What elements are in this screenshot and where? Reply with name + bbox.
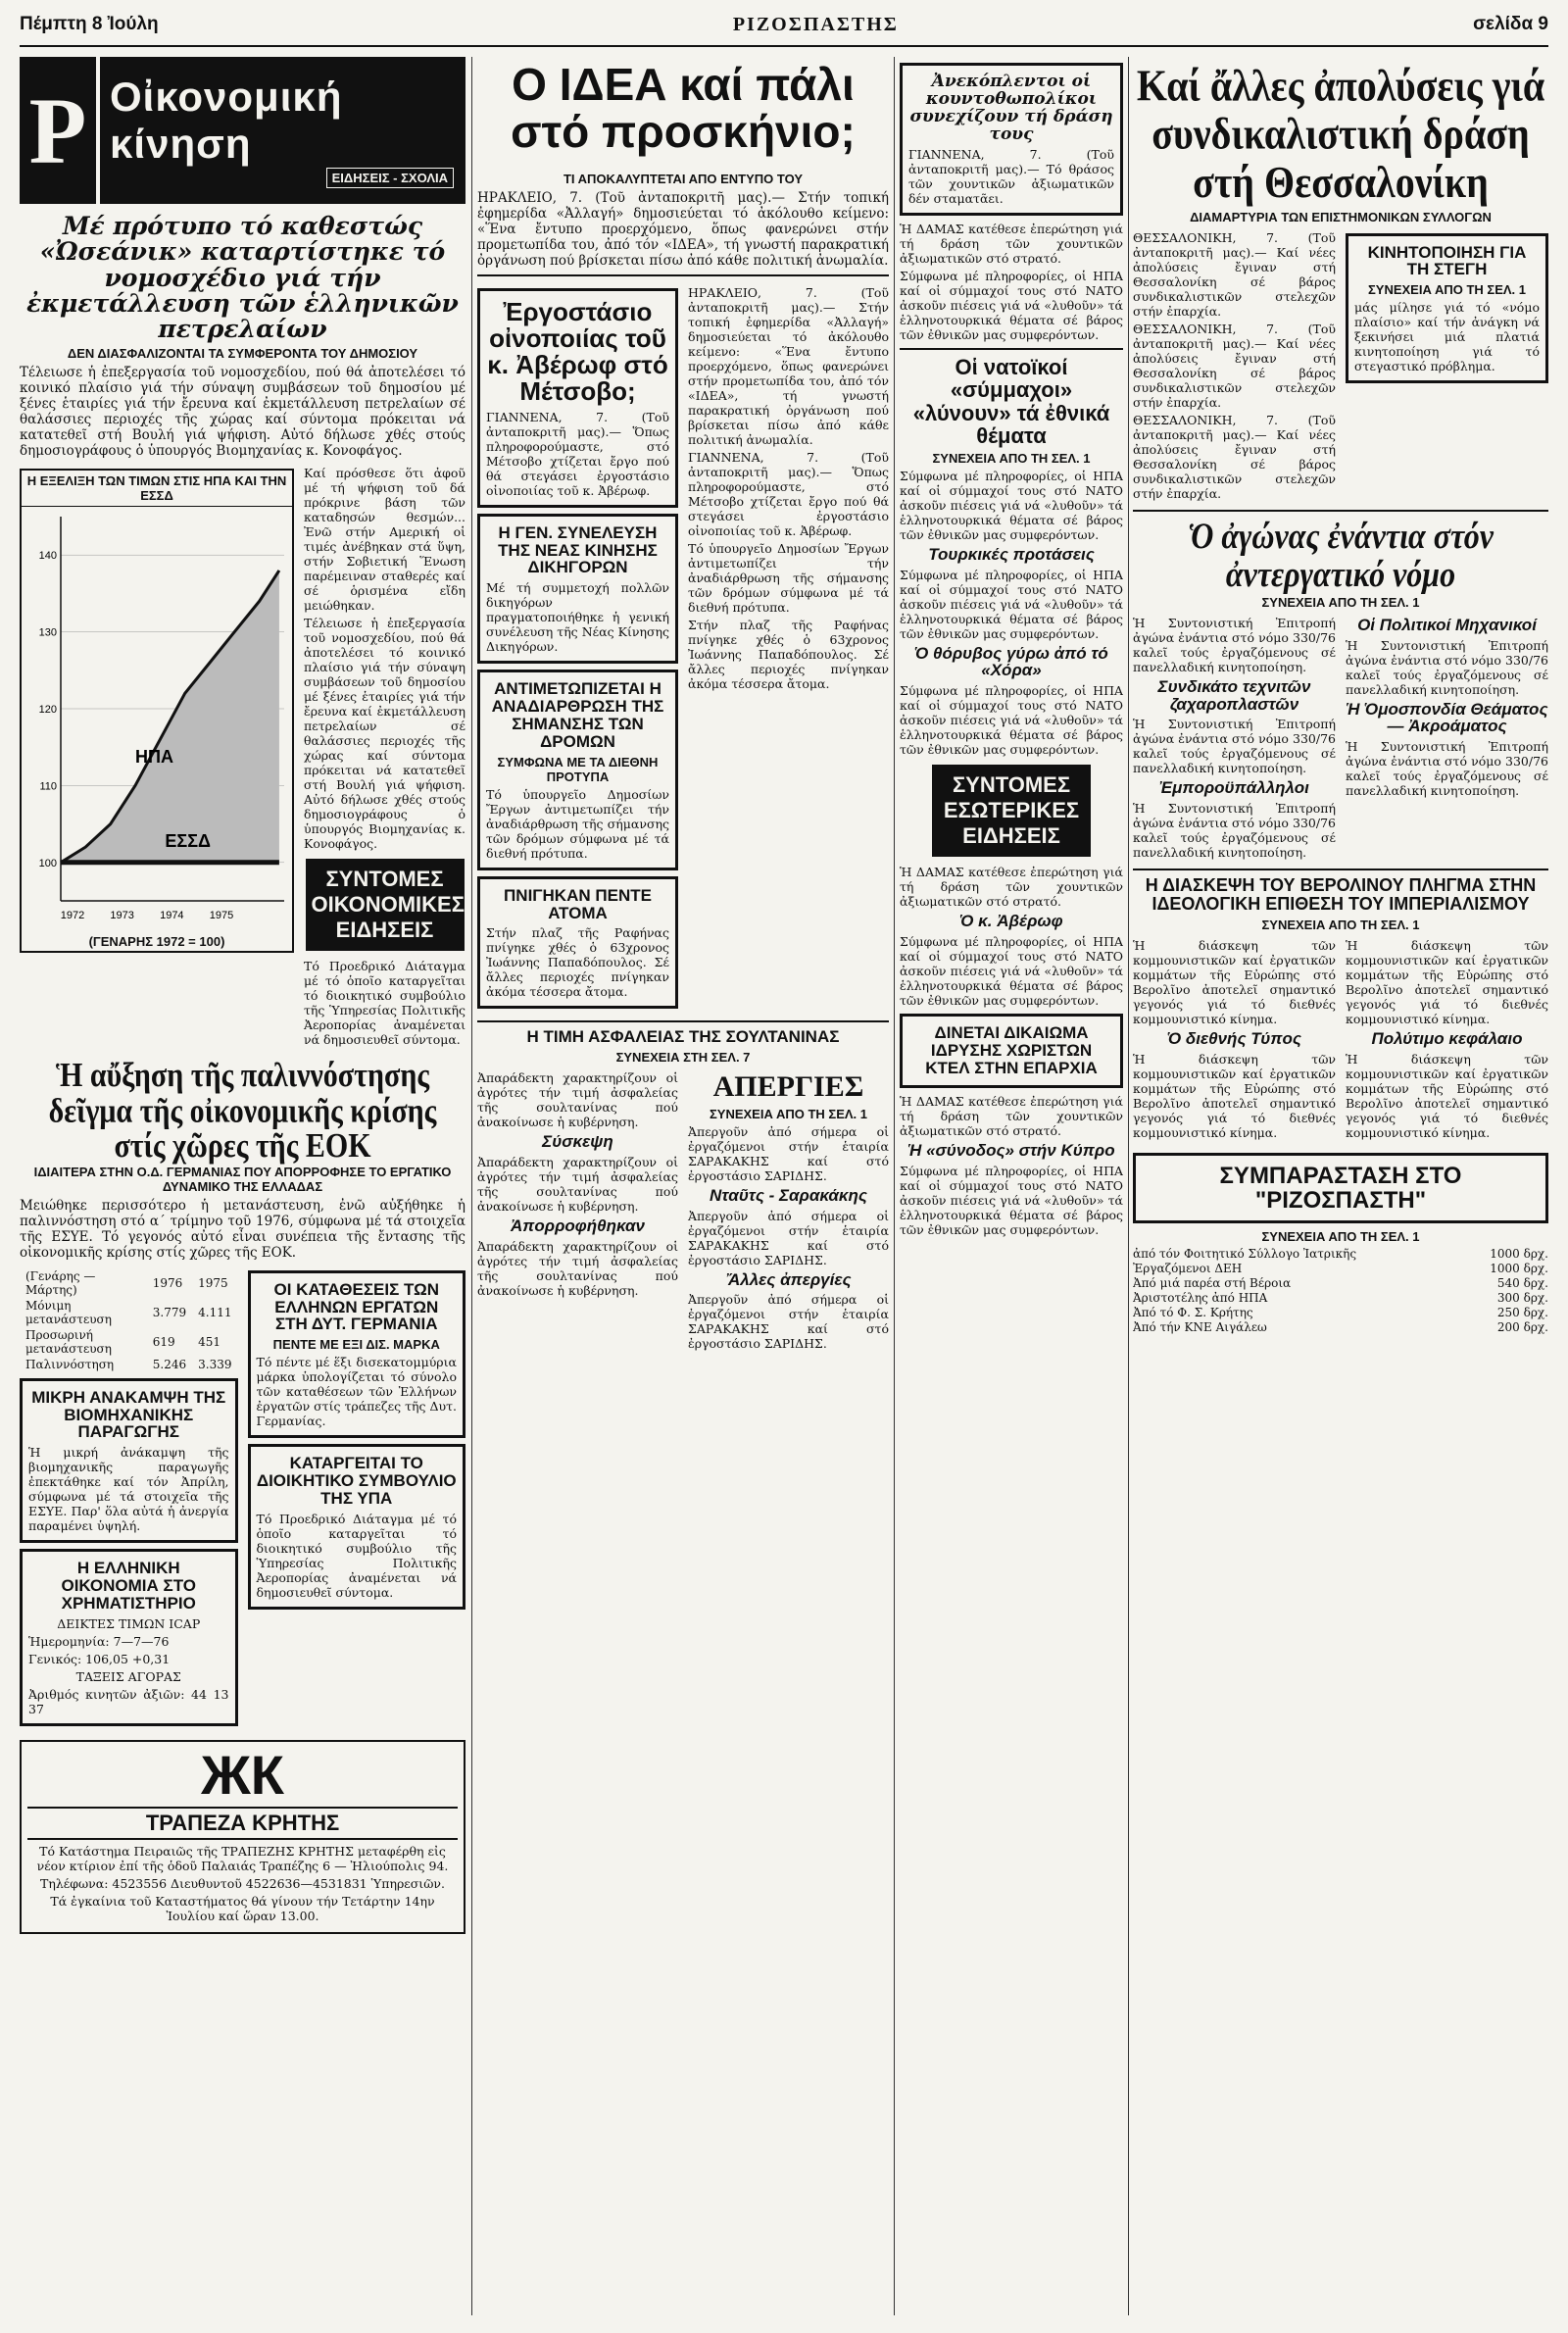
column-2	[477, 57, 889, 2315]
article-text: Στήν πλαζ τῆς Ραφήνας πνίγηκε χθές ὁ 63χρονος Ἰωάννης Παπαδόπουλος. Σέ ἄλλες περιοχές πνίγηκαν ἀκόμα τέσσερα ἄτομα.	[688, 617, 889, 691]
brief-econ-title: ΣΥΝΤΟΜΕΣ ΟΙΚΟΝΟΜΙΚΕΣ ΕΙΔΗΣΕΙΣ	[306, 859, 465, 951]
subhead-allies: ΣΥΝΕΧΕΙΑ ΑΠΟ ΤΗ ΣΕΛ. 1	[932, 450, 1091, 466]
headline-dismissals: Καί ἄλλες ἀπολύσεις γιά συνδικαλιστική δράση στή Θεσσαλονίκη	[1136, 59, 1545, 208]
winery-title: Ἐργοστάσιο οἰνοποιίας τοῦ κ. Ἀβέρωφ στό Μέτσοβο;	[487, 296, 668, 407]
lawyers-title: Η ΓΕΝ. ΣΥΝΕΛΕΥΣΗ ΤΗΣ ΝΕΑΣ ΚΙΝΗΣΗΣ ΔΙΚΗΓΟΡΩΝ	[498, 522, 658, 577]
support-donor: Ἀριστοτέλης ἀπό ΗΠΑ	[1133, 1291, 1268, 1306]
column-divider	[894, 57, 895, 2315]
table-head-1976: 1976	[152, 1275, 183, 1290]
table-cell: 3.779	[152, 1305, 187, 1319]
housing-sub: ΣΥΝΕΧΕΙΑ ΑΠΟ ΤΗ ΣΕΛ. 1	[1367, 282, 1527, 298]
headline-berlin: Η ΔΙΑΣΚΕΨΗ ΤΟΥ ΒΕΡΟΛΙΝΟΥ ΠΛΗΓΜΑ ΣΤΗΝ ΙΔΕΟΛΟΓΙΚΗ ΕΠΙΘΕΣΗ ΤΟΥ ΙΜΠΕΡΙΑΛΙΣΜΟΥ	[1145, 875, 1537, 915]
junta-box	[900, 63, 1123, 216]
sultanina-head: Η ΤΙΜΗ ΑΣΦΑΛΕΙΑΣ ΤΗΣ ΣΟΥΛΤΑΝΙΝΑΣ	[526, 1027, 840, 1047]
masthead-date: Πέμπτη 8 Ἰούλη	[20, 14, 159, 34]
article-text: Ἡ ΔΑΜΑΣ κατέθεσε ἐπερώτηση γιά τή δράση τῶν χουντικῶν ἀξιωματικῶν στό στρατό.	[900, 1093, 1123, 1138]
support-row	[1133, 1276, 1548, 1291]
chart-footnote: (ΓΕΝΑΡΗΣ 1972 = 100)	[88, 934, 225, 950]
sultanina-subhead: Ἀπορροφήθηκαν	[511, 1216, 645, 1236]
subhead-berlin: ΣΥΝΕΧΕΙΑ ΑΠΟ ΤΗ ΣΕΛ. 1	[1261, 918, 1420, 933]
table-cell: Μόνιμη μετανάστευση	[25, 1298, 112, 1326]
subhead-idea: ΤΙ ΑΠΟΚΑΛΥΠΤΕΤΑΙ ΑΠΟ ΕΝΤΥΠΟ ΤΟΥ	[563, 171, 804, 186]
article-text: Τό ὑπουργεῖο Δημοσίων Ἔργων ἀντιμετωπίζει τήν ἀναδιάρθρωση τῆς σήμανσης τῶν δρόμων σύμφωνα μέ τά διεθνή πρότυπα.	[688, 540, 889, 615]
article-text: ΓΙΑΝΝΕΝΑ, 7. (Τοῦ ἀνταποκριτῆ μας).— Ὅπως πληροφορούμαστε, στό Μέτσοβο χτίζεται ἔργο πού θά στεγάσει ἐργοστάσιο οἰνοποιίας τοῦ κ. Ἀβέρωφ.	[688, 449, 889, 538]
roads-text: Τό ὑπουργεῖο Δημοσίων Ἔργων ἀντιμετωπίζει τήν ἀναδιάρθρωση τῆς σήμανσης τῶν δρόμων σύμφωνα μέ τά διεθνή πρότυπα.	[486, 786, 669, 861]
strikes-title: ΑΠΕΡΓΙΕΣ	[712, 1070, 864, 1104]
table-head-label: (Γενάρης — Μάρτης)	[25, 1268, 96, 1297]
table-row	[20, 1357, 238, 1372]
article-text: Ἡ Συντονιστική Ἐπιτροπή ἀγώνα ἐνάντια στό νόμο 330/76 καλεῖ τούς ἐργαζόμενους σέ πανελλαδική κινητοποίηση.	[1346, 637, 1548, 697]
drowned-title: ΠΝΙΓΗΚΑΝ ΠΕΝΤΕ ΑΤΟΜΑ	[504, 885, 652, 922]
table-row	[20, 1298, 238, 1327]
chart-title: Η ΕΞΕΛΙΞΗ ΤΩΝ ΤΙΜΩΝ ΣΤΙΣ ΗΠΑ ΚΑΙ ΤΗΝ ΕΣΣΔ	[22, 471, 292, 507]
subhead-oil: ΔΕΝ ΔΙΑΣΦΑΛΙΖΟΝΤΑΙ ΤΑ ΣΥΜΦΕΡΟΝΤΑ ΤΟΥ ΔΗΜΟΣΙΟΥ	[67, 346, 418, 362]
law-subhead: Ἐμποροϋπάλληλοι	[1159, 778, 1309, 798]
brief-econ-text: Τό Προεδρικό Διάταγμα μέ τό ὁποῖο καταργεῖται τό διοικητικό συμβούλιο τῆς Ὑπηρεσίας Πολιτικῆς Ἀεροπορίας ἀναμένεται νά δημοσιευθεῖ σύντομα.	[304, 959, 466, 1048]
table-row	[20, 1327, 238, 1357]
x-tick-label: 1974	[160, 910, 184, 922]
berlin-subhead: Ὁ διεθνής Τύπος	[1167, 1029, 1301, 1049]
table-cell: Προσωρινή μετανάστευση	[25, 1327, 112, 1356]
support-amount: 1000 δρχ.	[1490, 1247, 1548, 1262]
article-text: Σύμφωνα μέ πληροφορίες, οἱ ΗΠΑ καί οἱ σύμμαχοί τους στό ΝΑΤΟ ἀσκοῦν πιέσεις γιά νά «λυθοῦν» τά ἑλληνοτουρκικά θέματα σέ βάρος τῶν ἐθνικῶν μας συμφερόντων.	[900, 1163, 1123, 1237]
table-cell: 619	[152, 1334, 175, 1349]
article-text: Ἡ διάσκεψη τῶν κομμουνιστικῶν καί ἐργατικῶν κομμάτων τῆς Εὐρώπης στό Βερολῖνο ἀποτελεῖ σημαντικό γεγονός γιά τό διεθνές κομμουνιστικό κίνημα.	[1133, 1051, 1336, 1140]
industry-text: Ἡ μικρή ἀνάκαμψη τῆς βιομηχανικῆς παραγωγῆς ἐπεκτάθηκε καί τόν Ἀπρίλη, σύμφωνα μέ τά στοιχεῖα τῆς ΕΣΥΕ. Παρ' ὅλα αὐτά ἡ ἀνεργία παραμένει ὑψηλή.	[28, 1445, 229, 1534]
bourse-line: ΤΑΞΕΙΣ ΑΓΟΡΑΣ	[75, 1668, 181, 1684]
masthead-page: σελίδα 9	[1473, 14, 1548, 34]
logo-line-1: Οἰκονομική	[110, 73, 343, 120]
support-donor: Ἀπό μιά παρέα στή Βέροια	[1133, 1276, 1292, 1291]
lawyers-box	[477, 514, 678, 665]
article-side: Καί πρόσθεσε ὅτι ἀφοῦ μέ τή ψήφιση τοῦ δά πρόκρινε βάση τῶν καταδησών θεσμών... Ἐνῶ στήν Αμερική οἱ τιμές ἀνέβηκαν στά ὕψη, στήν Σοβιετική Ἕνωση παρέμειναν σταθερές καί σέ ὁρισμένα εἴδη μειώθηκαν.	[304, 466, 466, 614]
headline-repatriation: Ἡ αὔξηση τῆς παλιννόστησης δεῖγμα τῆς οἰκονομικῆς κρίσης στίς χῶρες τῆς ΕΟΚ	[48, 1057, 437, 1166]
x-tick-label: 1972	[60, 910, 85, 922]
subhead-repatriation: ΙΔΙΑΙΤΕΡΑ ΣΤΗΝ Ο.Δ. ΓΕΡΜΑΝΙΑΣ ΠΟΥ ΑΠΟΡΡΟΦΗΣΕ ΤΟ ΕΡΓΑΤΙΚΟ ΔΥΝΑΜΙΚΟ ΤΗΣ ΕΛΛΑΔΑΣ	[33, 1164, 452, 1194]
bank-opening: Τά ἐγκαίνια τοῦ Καταστήματος θά γίνουν τήν Τετάρτην 14ην Ἰουλίου καί ὥραν 13.00.	[50, 1893, 435, 1923]
bank-ad	[20, 1740, 466, 1934]
article-text: Ἡ Συντονιστική Ἐπιτροπή ἀγώνα ἐνάντια στό νόμο 330/76 καλεῖ τούς ἐργαζόμενους σέ πανελλαδική κινητοποίηση.	[1133, 717, 1336, 776]
x-tick-label: 1975	[209, 910, 234, 922]
article-text: Ἡ Συντονιστική Ἐπιτροπή ἀγώνα ἐνάντια στό νόμο 330/76 καλεῖ τούς ἐργαζόμενους σέ πανελλαδική κινητοποίηση.	[1133, 801, 1336, 861]
article-text: ΗΡΑΚΛΕΙΟ, 7. (Τοῦ ἀνταποκριτῆ μας).— Στήν τοπική ἐφημερίδα «Ἀλλαγή» δημοσιεύεται τό ἀκόλουθο κείμενο: «Ἕνα ἔντυπο προερχόμενο, ὅπως φανερώνει στήν προμετωπίδα του, ἀπό τόν «ΙΔΕΑ», τή γνωστή παρακρατική ὀργάνωση πού βρίσκεται πίσω ἀπό κάθε πολιτική ἀνωμαλία.	[688, 284, 889, 447]
bank-name: ΤΡΑΠΕΖΑ ΚΡΗΤΗΣ	[27, 1807, 458, 1840]
bank-text: Τό Κατάστημα Πειραιῶς τῆς ΤΡΑΠΕΖΗΣ ΚΡΗΤΗΣ μεταφέρθη εἰς νέον κτίριον ἐπί τῆς ὁδοῦ Παλαιάς Τραπέζης 6 — Ἠλιούπολις 94.	[36, 1843, 449, 1873]
strikes-sub: ΣΥΝΕΧΕΙΑ ΑΠΟ ΤΗ ΣΕΛ. 1	[709, 1106, 868, 1121]
article-text: ΘΕΣΣΑΛΟΝΙΚΗ, 7. (Τοῦ ἀνταποκριτῆ μας).— Καί νέες ἀπολύσεις ἔγιναν στή Θεσσαλονίκη σέ βάρος συνδικαλιστικῶν στελεχῶν στήν ἐπαρχία.	[1133, 229, 1336, 319]
article-text: Σύμφωνα μέ πληροφορίες, οἱ ΗΠΑ καί οἱ σύμμαχοί τους στό ΝΑΤΟ ἀσκοῦν πιέσεις γιά νά «λυθοῦν» τά ἑλληνοτουρκικά θέματα σέ βάρος τῶν ἐθνικῶν μας συμφερόντων.	[900, 468, 1123, 542]
subhead-dismissals: ΔΙΑΜΑΡΤΥΡΙΑ ΤΩΝ ΕΠΙΣΤΗΜΟΝΙΚΩΝ ΣΥΛΛΟΓΩΝ	[1190, 209, 1492, 224]
housing-box	[1346, 233, 1548, 384]
y-tick-label: 110	[39, 780, 57, 793]
lead-repatriation: Μειώθηκε περισσότερο ἡ μετανάστευση, ἐνῶ αὐξήθηκε ἡ παλιννόστηση στό α΄ τρίμηνο τοῦ 1976, σύμφωνα μέ τά στοιχεῖα τῆς ΕΣΥΕ. Τό γεγονός αὐτό εἶναι συνέπεια τῆς ἔντασης τῆς οἰκονομικῆς κρίσης στίς χῶρες τῆς ΕΟΚ.	[20, 1197, 466, 1261]
averof-title: Ὁ κ. Ἀβέρωφ	[959, 912, 1063, 931]
bourse-line: ΔΕΙΚΤΕΣ ΤΙΜΩΝ ICAP	[57, 1615, 201, 1631]
support-title: ΣΥΜΠΑΡΑΣΤΑΣΗ ΣΤΟ "ΡΙΖΟΣΠΑΣΤΗ"	[1219, 1162, 1462, 1215]
logo-text	[100, 57, 466, 204]
article-text: Ἡ Συντονιστική Ἐπιτροπή ἀγώνα ἐνάντια στό νόμο 330/76 καλεῖ τούς ἐργαζόμενους σέ πανελλαδική κινητοποίηση.	[1133, 615, 1336, 674]
berlin-subhead: Πολύτιμο κεφάλαιο	[1371, 1029, 1523, 1049]
support-donor: Ἀπό τήν ΚΝΕ Αιγάλεω	[1133, 1320, 1267, 1335]
logo-letter: Ρ	[20, 57, 96, 204]
y-tick-label: 100	[38, 858, 57, 870]
article-text: Σύμφωνα μέ πληροφορίες, οἱ ΗΠΑ καί οἱ σύμμαχοί τους στό ΝΑΤΟ ἀσκοῦν πιέσεις γιά νά «λυθοῦν» τά ἑλληνοτουρκικά θέματα σέ βάρος τῶν ἐθνικῶν μας συμφερόντων.	[900, 567, 1123, 641]
masthead	[20, 4, 1548, 47]
y-tick-label: 120	[38, 704, 57, 717]
support-amount: 250 δρχ.	[1496, 1306, 1548, 1320]
series-label-ussr: ΕΣΣΔ	[165, 831, 211, 852]
usa-area	[61, 571, 279, 863]
strikes-subhead: Νταῦτς - Σαρακάκης	[710, 1185, 867, 1205]
article-text: Ἡ διάσκεψη τῶν κομμουνιστικῶν καί ἐργατικῶν κομμάτων τῆς Εὐρώπης στό Βερολῖνο ἀποτελεῖ σημαντικό γεγονός γιά τό διεθνές κομμουνιστικό κίνημα.	[1346, 1051, 1548, 1140]
migration-table	[20, 1268, 238, 1372]
deposits-text: Τό πέντε μέ ἕξι δισεκατομμύρια μάρκα ὑπολογίζεται τό σύνολο τῶν καταθέσεων τῶν Ἑλλήνων ἐργατῶν στίς τράπεζες τῆς Δυτ. Γερμανίας.	[256, 1355, 457, 1429]
junta-title: Ἀνεκόπλεντοι οἱ κουντοθωπολίκοι συνεχίζουν τή δράση τους	[909, 72, 1113, 144]
column-4	[1133, 57, 1548, 2315]
strikes-text: Ἀπεργοῦν ἀπό σήμερα οἱ ἐργαζόμενοι στήν ἑταιρία ΣΑΡΑΚΑΚΗΣ καί στό ἐργοστάσιο ΣΑΡΙΔΗΣ.	[688, 1292, 889, 1352]
support-row	[1133, 1320, 1548, 1335]
price-chart	[20, 469, 294, 953]
article-text: Σύμφωνα μέ πληροφορίες, οἱ ΗΠΑ καί οἱ σύμμαχοί τους στό ΝΑΤΟ ἀσκοῦν πιέσεις γιά νά «λυθοῦν» τά ἑλληνοτουρκικά θέματα σέ βάρος τῶν ἐθνικῶν μας συμφερόντων.	[900, 269, 1123, 343]
bourse-title: Η ΕΛΛΗΝΙΚΗ ΟΙΚΟΝΟΜΙΑ ΣΤΟ ΧΡΗΜΑΤΙΣΤΗΡΙΟ	[61, 1559, 197, 1613]
bank-phone: Τηλέφωνα: 4523556 Διευθυντοῦ 4522636—4531831 Ὑπηρεσιῶν.	[40, 1875, 445, 1891]
strikes-subhead: Ἄλλες ἀπεργίες	[725, 1269, 852, 1289]
support-amount: 1000 δρχ.	[1490, 1262, 1548, 1276]
strikes-text: Ἀπεργοῦν ἀπό σήμερα οἱ ἐργαζόμενοι στήν ἑταιρία ΣΑΡΑΚΑΚΗΣ καί στό ἐργοστάσιο ΣΑΡΙΔΗΣ.	[688, 1123, 889, 1183]
housing-text: μάς μίλησε γιά τό «νόμο πλαίσιο» καί τήν ἀνάγκη νά ξεκινήσει μιά πλατιά κινητοποίηση γιά τό στεγαστικό πρόβλημα.	[1354, 300, 1540, 374]
article-text: Σύμφωνα μέ πληροφορίες, οἱ ΗΠΑ καί οἱ σύμμαχοί τους στό ΝΑΤΟ ἀσκοῦν πιέσεις γιά νά «λυθοῦν» τά ἑλληνοτουρκικά θέματα σέ βάρος τῶν ἐθνικῶν μας συμφερόντων.	[900, 683, 1123, 758]
support-donor: ἀπό τόν Φοιτητικό Σύλλογο Ἰατρικῆς	[1133, 1247, 1357, 1262]
y-tick-label: 130	[38, 626, 57, 639]
headline-oil: Μέ πρότυπο τό καθεστώς «Ὠσεάνικ» καταρτίστηκε τό νομοσχέδιο γιά τήν ἐκμετάλλευση τῶν ἑλληνικῶν πετρελαίων	[26, 212, 459, 343]
column-divider	[471, 57, 472, 2315]
article-text: Ἡ διάσκεψη τῶν κομμουνιστικῶν καί ἐργατικῶν κομμάτων τῆς Εὐρώπης στό Βερολῖνο ἀποτελεῖ σημαντικό γεγονός γιά τό διεθνές κομμουνιστικό κίνημα.	[1346, 938, 1548, 1027]
deposits-box	[248, 1270, 466, 1439]
bourse-box	[20, 1549, 238, 1726]
ktel-box	[900, 1014, 1123, 1088]
article-text: Σύμφωνα μέ πληροφορίες, οἱ ΗΠΑ καί οἱ σύμμαχοί τους στό ΝΑΤΟ ἀσκοῦν πιέσεις γιά νά «λυθοῦν» τά ἑλληνοτουρκικά θέματα σέ βάρος τῶν ἐθνικῶν μας συμφερόντων.	[900, 934, 1123, 1009]
winery-box	[477, 288, 678, 508]
table-cell: Παλιννόστηση	[25, 1357, 115, 1371]
table-head-1975: 1975	[198, 1275, 228, 1290]
lead-oil: Τέλειωσε ἡ ἐπεξεργασία τοῦ νομοσχεδίου, πού θά ἀποτελέσει τό κοινικό πλαίσιο γιά τήν σύναψη συμβάσεων τοῦ δημοσίου μέ ξένες ἑταιρίες γιά τήν ἔρευνα καί ἐκμετάλλευση πετρελαίων σέ θαλάσσιες περιοχές τῆς χώρας καί σύντομα πρόκειται νά κατατεθεῖ στή Βουλή γιά ψήφιση. Αὐτό δήλωσε χθές στούς δημοσιογράφους ὁ ὑπουργός Βιομηχανίας κ. Κονοφάγος.	[20, 365, 466, 460]
drowned-box	[477, 876, 678, 1010]
cyprus-title: Ἡ «σύνοδος» στήν Κύπρο	[907, 1140, 1115, 1160]
support-amount: 300 δρχ.	[1496, 1291, 1548, 1306]
housing-title: ΚΙΝΗΤΟΠΟΙΗΣΗ ΓΙΑ ΤΗ ΣΤΕΓΗ	[1367, 242, 1527, 279]
transport-box	[248, 1444, 466, 1610]
sultanina-text: Ἀπαράδεκτη χαρακτηρίζουν οἱ ἀγρότες τήν τιμή ἀσφαλείας τῆς σουλτανίνας πού ἀνακοίνωσε ἡ κυβέρνηση.	[477, 1238, 678, 1298]
table-cell: 5.246	[152, 1357, 187, 1371]
winery-text: ΓΙΑΝΝΕΝΑ, 7. (Τοῦ ἀνταποκριτῆ μας).— Ὅπως πληροφορούμαστε, στό Μέτσοβο χτίζεται ἔργο πού θά στεγάσει ἐργοστάσιο οἰνοποιίας τοῦ κ. Ἀβέρωφ.	[486, 409, 669, 498]
sultanina-subhead: Σύσκεψη	[542, 1132, 613, 1152]
article-text: Ἡ ΔΑΜΑΣ κατέθεσε ἐπερώτηση γιά τή δράση τῶν χουντικῶν ἀξιωματικῶν στό στρατό.	[900, 222, 1123, 267]
industry-box	[20, 1378, 238, 1544]
logo-tag: ΕΙΔΗΣΕΙΣ - ΣΧΟΛΙΑ	[326, 168, 454, 188]
law-subhead: Ἡ Ὁμοσπονδία Θεάματος — Ἀκροάματος	[1346, 699, 1548, 736]
sultanina-text: Ἀπαράδεκτη χαρακτηρίζουν οἱ ἀγρότες τήν τιμή ἀσφαλείας τῆς σουλτανίνας πού ἀνακοίνωσε ἡ κυβέρνηση.	[477, 1070, 678, 1130]
junta-text: ΓΙΑΝΝΕΝΑ, 7. (Τοῦ ἀνταποκριτῆ μας).— Τό θράσος τῶν χουντικῶν ἀξιωματικῶν δέν σταματᾶει.	[908, 147, 1114, 207]
article-text: Ἡ ΔΑΜΑΣ κατέθεσε ἐπερώτηση γιά τή δράση τῶν χουντικῶν ἀξιωματικῶν στό στρατό.	[900, 865, 1123, 910]
drowned-text: Στήν πλαζ τῆς Ραφήνας πνίγηκε χθές ὁ 63χρονος Ἰωάννης Παπαδόπουλος. Σέ ἄλλες περιοχές πνίγηκαν ἀκόμα τέσσερα ἄτομα.	[486, 925, 669, 1000]
industry-title: ΜΙΚΡΗ ΑΝΑΚΑΜΨΗ ΤΗΣ ΒΙΟΜΗΧΑΝΙΚΗΣ ΠΑΡΑΓΩΓΗΣ	[31, 1387, 226, 1442]
turkish-title: Τουρκικές προτάσεις	[928, 544, 1095, 564]
roads-box	[477, 670, 678, 869]
support-list	[1133, 1247, 1548, 1335]
support-amount: 200 δρχ.	[1496, 1320, 1548, 1335]
column-3	[900, 57, 1123, 2315]
bourse-line: Ἡμερομηνία: 7—7—76	[28, 1633, 170, 1649]
transport-text: Τό Προεδρικό Διάταγμα μέ τό ὁποῖο καταργεῖται τό διοικητικό συμβούλιο τῆς Ὑπηρεσίας Πολιτικῆς Ἀεροπορίας ἀναμένεται νά δημοσιευθεῖ σύντομα.	[256, 1511, 457, 1600]
table-cell: 451	[198, 1334, 221, 1349]
table-cell: 3.339	[198, 1357, 232, 1371]
support-row	[1133, 1247, 1548, 1262]
sultanina-text: Ἀπαράδεκτη χαρακτηρίζουν οἱ ἀγρότες τήν τιμή ἀσφαλείας τῆς σουλτανίνας πού ἀνακοίνωσε ἡ κυβέρνηση.	[477, 1155, 678, 1215]
subhead-law: ΣΥΝΕΧΕΙΑ ΑΠΟ ΤΗ ΣΕΛ. 1	[1261, 594, 1420, 610]
column-1	[20, 57, 466, 2315]
article-text: Ἡ Συντονιστική Ἐπιτροπή ἀγώνα ἐνάντια στό νόμο 330/76 καλεῖ τούς ἐργαζόμενους σέ πανελλαδική κινητοποίηση.	[1346, 739, 1548, 799]
column-divider	[1128, 57, 1129, 2315]
bourse-line: Ἀριθμός κινητῶν ἀξιῶν: 44 13 37	[28, 1686, 229, 1716]
article-text: Ἡ διάσκεψη τῶν κομμουνιστικῶν καί ἐργατικῶν κομμάτων τῆς Εὐρώπης στό Βερολῖνο ἀποτελεῖ σημαντικό γεγονός γιά τό διεθνές κομμουνιστικό κίνημα.	[1133, 938, 1336, 1027]
lead-idea: ΗΡΑΚΛΕΙΟ, 7. (Τοῦ ἀνταποκριτῆ μας).— Στήν τοπική ἐφημερίδα «Ἀλλαγή» δημοσιεύεται τό ἀκόλουθο κείμενο: «Ἕνα ἔντυπο προερχόμενο, ὅπως φανερώνει στήν προμετωπίδα του, ἀπό τόν «ΙΔΕΑ», τή γνωστή παρακρατική ὀργάνωση πού βρίσκεται πίσω ἀπό κάθε πολιτική ἀνωμαλία.	[477, 189, 889, 269]
roads-title: ΑΝΤΙΜΕΤΩΠΙΖΕΤΑΙ Η ΑΝΑΔΙΑΡΘΡΩΣΗ ΤΗΣ ΣΗΜΑΝΣΗΣ ΤΩΝ ΔΡΟΜΩΝ	[491, 679, 664, 751]
law-subhead: Οἱ Πολιτικοί Μηχανικοί	[1357, 615, 1537, 634]
headline-law: Ὁ ἀγώνας ἐνάντια στόν ἀντεργατικό νόμο	[1188, 515, 1494, 594]
article-side-2: Τέλειωσε ἡ ἐπεξεργασία τοῦ νομοσχεδίου, πού θά ἀποτελέσει τό κοινικό πλαίσιο γιά τήν σύναψη συμβάσεων τοῦ δημοσίου μέ ξένες ἑταιρίες γιά τήν ἔρευνα καί ἐκμετάλλευση πετρελαίων σέ θαλάσσιες περιοχές τῆς χώρας καί σύντομα πρόκειται νά κατατεθεῖ στή Βουλή γιά ψήφιση. Αὐτό δήλωσε χθές στούς δημοσιογράφους ὁ ὑπουργός Βιομηχανίας κ. Κονοφάγος.	[304, 616, 466, 852]
brief-internal-title: ΣΥΝΤΟΜΕΣ ΕΣΩΤΕΡΙΚΕΣ ΕΙΔΗΣΕΙΣ	[932, 765, 1091, 857]
roads-sub: ΣΥΜΦΩΝΑ ΜΕ ΤΑ ΔΙΕΘΝΗ ΠΡΟΤΥΠΑ	[497, 754, 659, 784]
law-subhead: Συνδικάτο τεχνιτῶν ζαχαροπλαστῶν	[1157, 676, 1311, 714]
ktel-title: ΔΙΝΕΤΑΙ ΔΙΚΑΙΩΜΑ ΙΔΡΥΣΗΣ ΧΩΡΙΣΤΩΝ ΚΤΕΛ ΣΤΗΝ ΕΠΑΡΧΙΑ	[925, 1023, 1098, 1077]
support-box	[1133, 1153, 1548, 1223]
support-row	[1133, 1306, 1548, 1320]
logo-line-2: κίνηση	[110, 120, 252, 167]
y-tick-label: 140	[38, 550, 57, 563]
table-cell: 4.111	[198, 1305, 232, 1319]
bank-logo: ЖК	[201, 1743, 284, 1806]
chora-title: Ὁ θόρυβος γύρω ἀπό τό «Χόρα»	[914, 643, 1108, 680]
chart-svg	[22, 507, 292, 928]
deposits-title: ΟΙ ΚΑΤΑΘΕΣΕΙΣ ΤΩΝ ΕΛΛΗΝΩΝ ΕΡΓΑΤΩΝ ΣΤΗ ΔΥΤ. ΓΕΡΜΑΝΙΑ	[273, 1279, 439, 1334]
sultanina-sub: ΣΥΝΕΧΕΙΑ ΣΤΗ ΣΕΛ. 7	[615, 1050, 751, 1066]
support-donor: Ἀπό τό Φ. Σ. Κρήτης	[1133, 1306, 1253, 1320]
deposits-sub: ΠΕΝΤΕ ΜΕ ΕΞΙ ΔΙΣ. ΜΑΡΚΑ	[272, 1337, 440, 1353]
bourse-line: Γενικός: 106,05 +0,31	[28, 1651, 171, 1666]
support-row	[1133, 1291, 1548, 1306]
headline-idea: Ο ΙΔΕΑ καί πάλι στό προσκήνιο;	[511, 59, 856, 158]
series-label-usa: ΗΠΑ	[135, 747, 173, 768]
x-tick-label: 1973	[110, 910, 134, 922]
support-amount: 540 δρχ.	[1496, 1276, 1548, 1291]
support-sub: ΣΥΝΕΧΕΙΑ ΑΠΟ ΤΗ ΣΕΛ. 1	[1261, 1229, 1420, 1245]
masthead-title: ΡΙΖΟΣΠΑΣΤΗΣ	[732, 13, 899, 35]
strikes-text: Ἀπεργοῦν ἀπό σήμερα οἱ ἐργαζόμενοι στήν ἑταιρία ΣΑΡΑΚΑΚΗΣ καί στό ἐργοστάσιο ΣΑΡΙΔΗΣ.	[688, 1208, 889, 1267]
support-row	[1133, 1262, 1548, 1276]
article-text: ΘΕΣΣΑΛΟΝΙΚΗ, 7. (Τοῦ ἀνταποκριτῆ μας).— Καί νέες ἀπολύσεις ἔγιναν στή Θεσσαλονίκη σέ βάρος συνδικαλιστικῶν στελεχῶν στήν ἐπαρχία.	[1133, 412, 1336, 501]
transport-title: ΚΑΤΑΡΓΕΙΤΑΙ ΤΟ ΔΙΟΙΚΗΤΙΚΟ ΣΥΜΒΟΥΛΙΟ ΤΗΣ ΥΠΑ	[256, 1454, 457, 1508]
section-logo	[20, 57, 466, 204]
article-text: ΘΕΣΣΑΛΟΝΙΚΗ, 7. (Τοῦ ἀνταποκριτῆ μας).— Καί νέες ἀπολύσεις ἔγιναν στή Θεσσαλονίκη σέ βάρος συνδικαλιστικῶν στελεχῶν στήν ἐπαρχία.	[1133, 321, 1336, 410]
headline-allies: Οἱ νατοϊκοί «σύμμαχοι» «λύνουν» τά ἐθνικά θέματα	[912, 355, 1110, 448]
lawyers-text: Μέ τή συμμετοχή πολλῶν δικηγόρων πραγματοποιήθηκε ἡ γενική συνέλευση τῆς Νέας Κίνησης Δικηγόρων.	[486, 580, 669, 655]
support-donor: Ἐργαζόμενοι ΔΕΗ	[1133, 1262, 1243, 1276]
